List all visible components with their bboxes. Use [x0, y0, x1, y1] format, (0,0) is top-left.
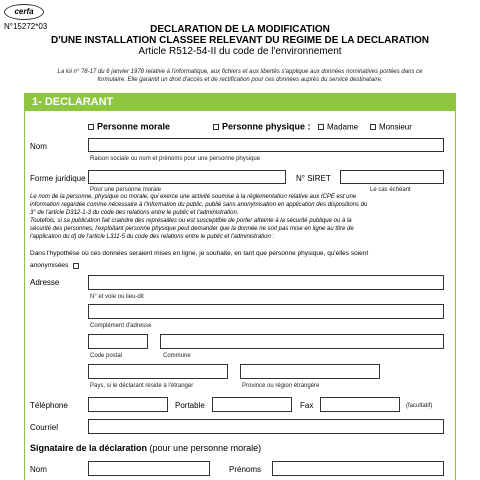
option-personne-morale-label: Personne morale: [97, 121, 171, 132]
cerfa-logo: cerfa: [4, 4, 44, 20]
courriel-label: Courriel: [30, 423, 59, 432]
adresse-field[interactable]: [88, 275, 444, 290]
checkbox-monsieur[interactable]: [370, 124, 376, 130]
option-monsieur[interactable]: [370, 122, 412, 131]
signataire-prenoms-label: Prénoms: [229, 465, 262, 474]
signataire-heading-note: (pour une personne morale): [147, 443, 262, 453]
notice-line6: l'application du d) de l'article L311-5 du code des relations entre le public et l'administration :: [30, 234, 275, 240]
telephone-field[interactable]: [88, 397, 168, 412]
code-postal-field[interactable]: [88, 334, 148, 349]
pays-hint: Pays, si le déclarant réside à l'étranger: [90, 383, 194, 389]
form-subtitle: Article R512-54-II du code de l'environnement: [138, 46, 342, 57]
option-monsieur-label: Monsieur: [379, 122, 412, 132]
forme-juridique-hint: Pour une personne morale: [90, 187, 162, 193]
siret-label: N° SIRET: [296, 174, 331, 183]
signataire-heading: [30, 443, 261, 453]
nom-field[interactable]: [88, 138, 444, 152]
fax-label: Fax: [300, 401, 314, 410]
section-title: 1- DECLARANT: [24, 93, 456, 111]
notice-line2: information regardée comme nécessaire à l'information du public, publié sans anonymisation en application des dispositions du: [30, 202, 368, 208]
code-postal-hint: Code postal: [90, 353, 123, 359]
forme-juridique-label: Forme juridique: [30, 174, 86, 183]
complement-adresse-field[interactable]: [88, 304, 444, 319]
siret-field[interactable]: [340, 170, 444, 184]
fax-field[interactable]: [320, 397, 400, 412]
notice-line1: Le nom de la personne, physique ou morale, qui exerce une activité soumise à la réglementation relative aux ICPE est une: [30, 194, 357, 200]
law-notice-line2: formulaire. Elle garantit un droit d'accès et de rectification pour ces données auprès du service destinataire.: [97, 77, 383, 83]
signataire-nom-label: Nom: [30, 465, 47, 474]
portable-label: Portable: [175, 401, 205, 410]
anonymisation-text-line2: anonymisées: [30, 262, 69, 269]
notice-line4: Toutefois, si sa publication fait craindre des représailles ou est susceptible de porter atteinte à la sécurité publique ou à la: [30, 218, 352, 224]
checkbox-personne-physique[interactable]: [213, 124, 219, 130]
checkbox-personne-morale[interactable]: [88, 124, 94, 130]
nom-label: Nom: [30, 142, 47, 151]
province-field[interactable]: [240, 364, 380, 379]
checkbox-madame[interactable]: [318, 124, 324, 130]
commune-field[interactable]: [160, 334, 444, 349]
province-hint: Province ou région étrangère: [242, 383, 320, 389]
signataire-nom-field[interactable]: [88, 461, 210, 476]
checkbox-anonymisees[interactable]: [73, 263, 79, 269]
option-personne-physique-label: Personne physique :: [222, 121, 311, 132]
option-madame[interactable]: [318, 122, 358, 131]
option-personne-physique[interactable]: [213, 121, 311, 132]
law-notice-line1: La loi n° 78-17 du 6 janvier 1978 relative à l'informatique, aux fichiers et aux libertés s'applique aux données nominatives portées dans ce: [57, 69, 423, 75]
commune-hint: Commune: [163, 353, 191, 359]
adresse-label: Adresse: [30, 278, 60, 287]
form-number: N°15272*03: [4, 22, 48, 31]
courriel-field[interactable]: [88, 419, 444, 434]
portable-field[interactable]: [212, 397, 292, 412]
telephone-label: Téléphone: [30, 401, 68, 410]
anonymisation-option[interactable]: [30, 261, 446, 270]
signataire-prenoms-field[interactable]: [272, 461, 444, 476]
forme-juridique-field[interactable]: [88, 170, 286, 184]
option-personne-morale[interactable]: [88, 121, 170, 132]
notice-line5: sécurité des personnes, l'exploitant personne physique peut demander que la donnée ne soit pas mise en ligne au titre de: [30, 226, 354, 232]
form-title-line1: DECLARATION DE LA MODIFICATION: [150, 24, 330, 35]
form-title-line2: D'UNE INSTALLATION CLASSEE RELEVANT DU REGIME DE LA DECLARATION: [51, 35, 429, 46]
siret-hint: Le cas échéant: [370, 187, 411, 193]
adresse-hint: N° et voie ou lieu-dit: [90, 294, 144, 300]
complement-adresse-hint: Complément d'adresse: [90, 323, 152, 329]
option-madame-label: Madame: [327, 122, 359, 132]
fax-optional-hint: (facultatif): [406, 403, 433, 409]
notice-line3: 3° de l'article D312-1-3 du code des relations entre le public et l'administration.: [30, 210, 239, 216]
pays-field[interactable]: [88, 364, 228, 379]
signataire-heading-bold: Signataire de la déclaration: [30, 443, 148, 453]
nom-hint: Raison sociale ou nom et prénoms pour une personne physique: [90, 156, 261, 162]
anonymisation-text-line1: Dans l'hypothèse où ces données seraient mises en ligne, je souhaite, en tant que personne physique, qu'elles soient: [30, 250, 369, 257]
